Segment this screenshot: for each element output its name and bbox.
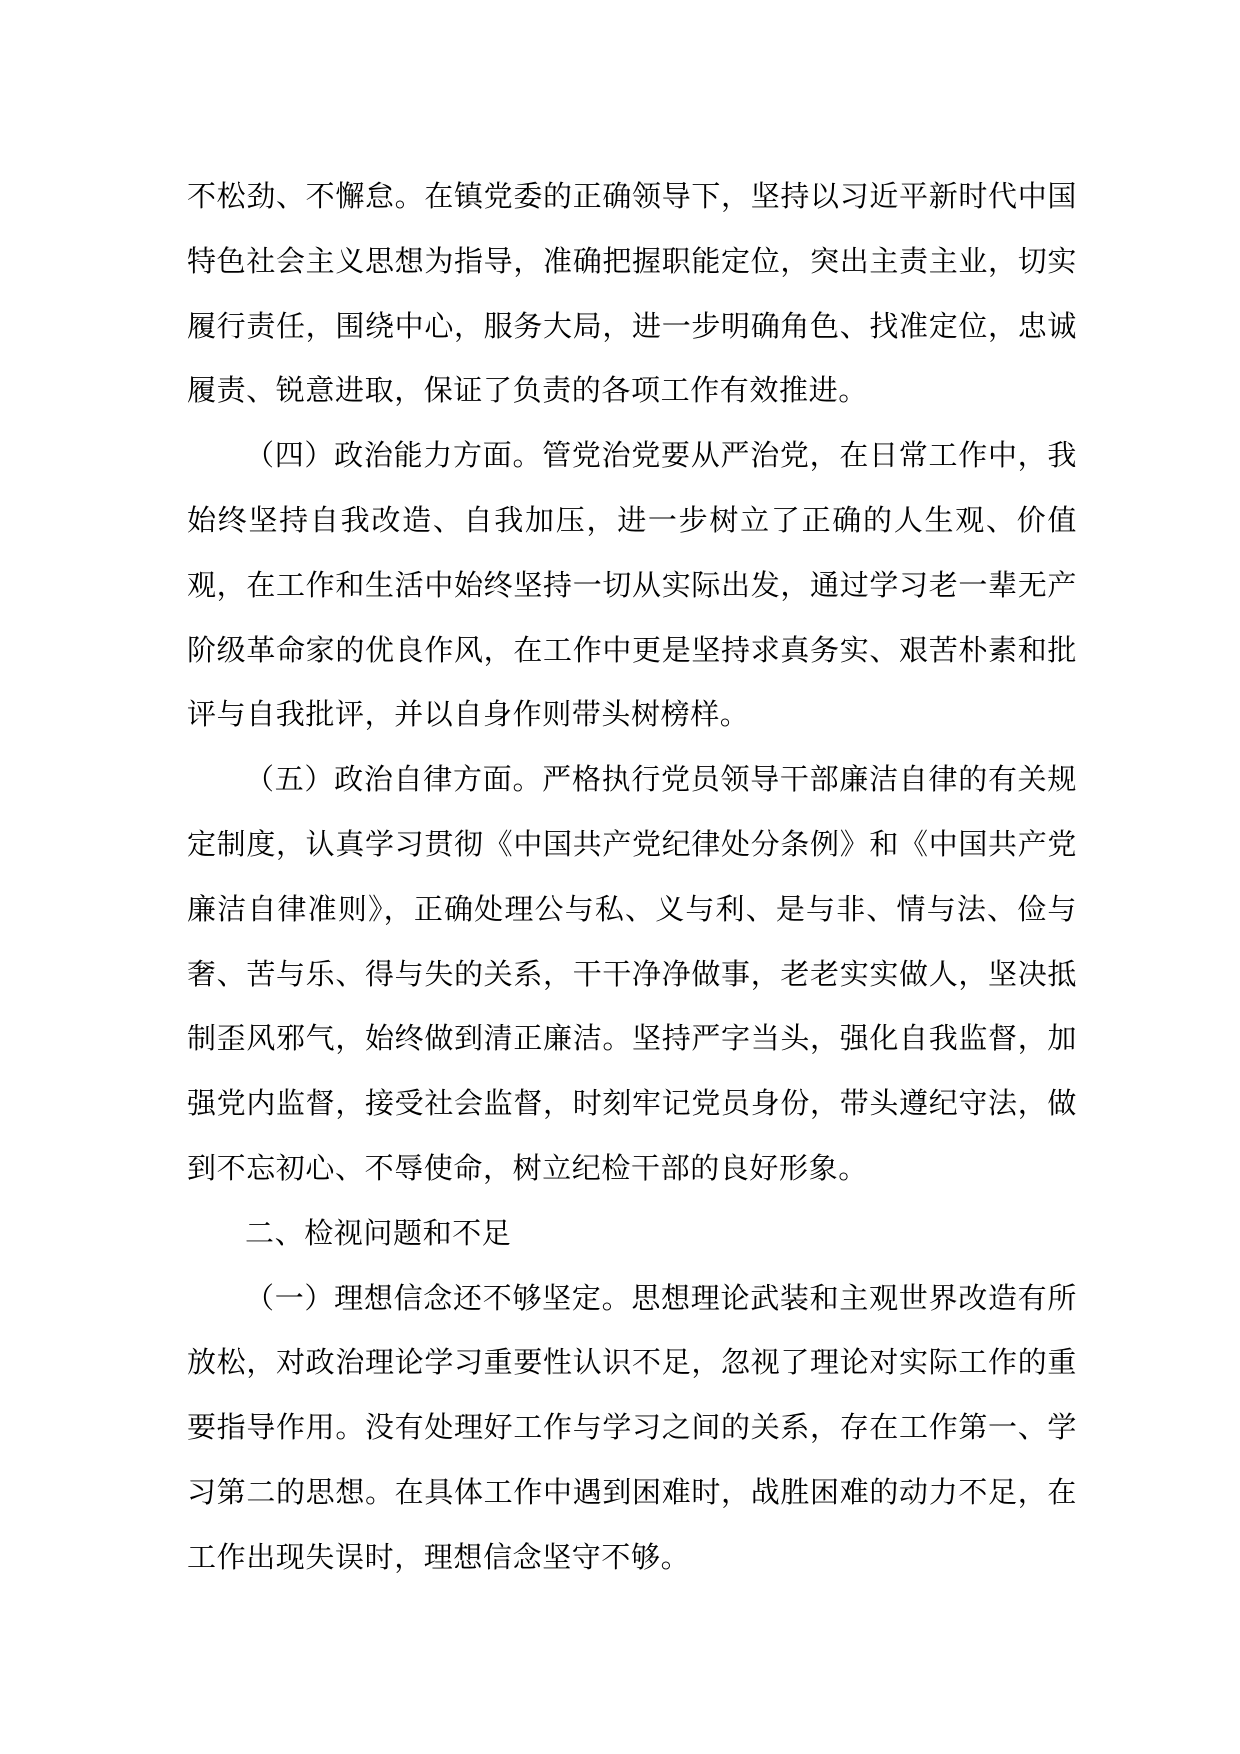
paragraph-continuation: 不松劲、不懈怠。在镇党委的正确领导下，坚持以习近平新时代中国特色社会主义思想为指导，准确把握职能定位，突出主责主业，切实履行责任，围绕中心，服务大局，进一步明确角色、找准定位，忠诚履责、锐意进取，保证了负责的各项工作有效推进。 [187,179,1077,408]
document-body [187,164,1077,1590]
section-heading-problems: 二、检视问题和不足 [245,1215,512,1250]
paragraph-political-self-discipline: （五）政治自律方面。严格执行党员领导干部廉洁自律的有关规定制度，认真学习贯彻《中国共产党纪律处分条例》和《中国共产党廉洁自律准则》，正确处理公与私、义与利、是与非、情与法、俭与奢、苦与乐、得与失的关系，干干净净做事，老老实实做人，坚决抵制歪风邪气，始终做到清正廉洁。坚持严字当头，强化自我监督，加强党内监督，接受社会监督，时刻牢记党员身份，带头遵纪守法，做到不忘初心、不辱使命，树立纪检干部的良好形象。 [187,762,1077,1185]
paragraph-ideals-beliefs: （一）理想信念还不够坚定。思想理论武装和主观世界改造有所放松，对政治理论学习重要性认识不足，忽视了理论对实际工作的重要指导作用。没有处理好工作与学习之间的关系，存在工作第一、学习第二的思想。在具体工作中遇到困难时，战胜困难的动力不足，在工作出现失误时，理想信念坚守不够。 [187,1280,1077,1574]
paragraph-political-ability: （四）政治能力方面。管党治党要从严治党，在日常工作中，我始终坚持自我改造、自我加压，进一步树立了正确的人生观、价值观，在工作和生活中始终坚持一切从实际出发，通过学习老一辈无产阶级革命家的优良作风，在工作中更是坚持求真务实、艰苦朴素和批评与自我批评，并以自身作则带头树榜样。 [187,438,1077,732]
